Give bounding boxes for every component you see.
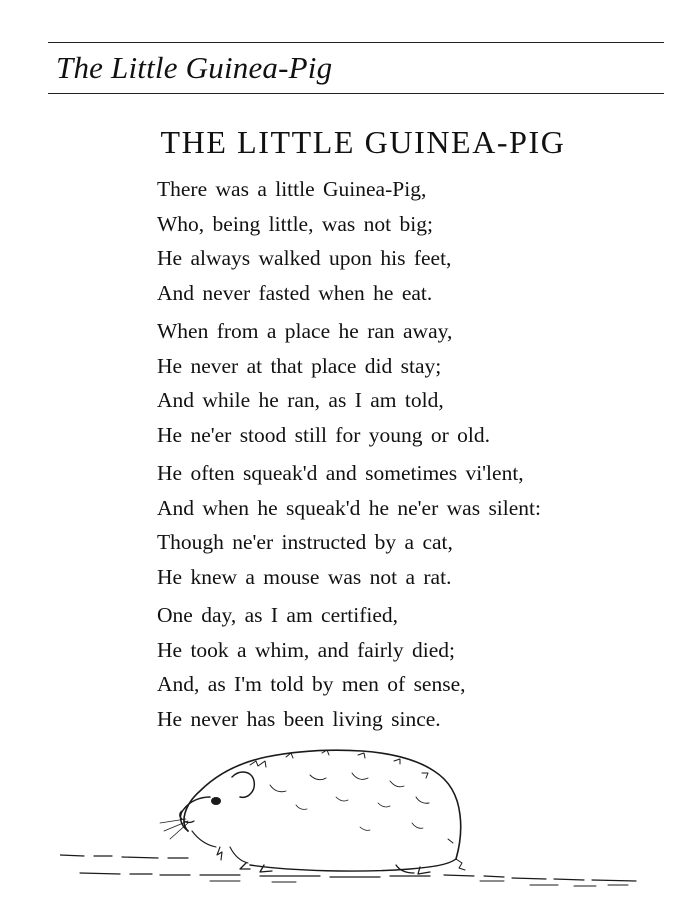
poem-line: He took a whim, and fairly died;	[157, 637, 456, 662]
running-header	[48, 42, 664, 94]
poem-line: He often squeak'd and sometimes vi'lent,	[157, 461, 524, 485]
poem-line: He never has been living since.	[157, 706, 441, 731]
running-header-title: The Little Guinea-Pig	[56, 50, 333, 85]
poem-line: And never fasted when he eat.	[157, 280, 433, 305]
poem-line: One day, as I am certified,	[157, 603, 399, 627]
poem-line: Who, being little, was not big;	[157, 211, 433, 236]
poem-line: He never at that place did stay;	[157, 353, 442, 378]
poem-line: And, as I'm told by men of sense,	[157, 672, 466, 696]
poem-line: He knew a mouse was not a rat.	[157, 564, 452, 589]
poem-line: He ne'er stood still for young or old.	[157, 422, 490, 447]
poem-title: THE LITTLE GUINEA-PIG	[160, 124, 566, 160]
guinea-pig-illustration	[60, 735, 650, 895]
stanza-1	[157, 172, 657, 310]
poem-line: He always walked upon his feet,	[157, 246, 452, 270]
poem-line: And when he squeak'd he ne'er was silent:	[157, 495, 541, 520]
poem-line: Though ne'er instructed by a cat,	[157, 530, 453, 554]
guinea-pig-drawing-icon	[60, 735, 650, 895]
poem-line: And while he ran, as I am told,	[157, 388, 444, 412]
stanza-2	[157, 314, 657, 452]
stanza-3	[157, 456, 657, 594]
stanza-4	[157, 598, 657, 736]
poem-line: When from a place he ran away,	[157, 319, 453, 343]
poem-line: There was a little Guinea-Pig,	[157, 177, 427, 201]
